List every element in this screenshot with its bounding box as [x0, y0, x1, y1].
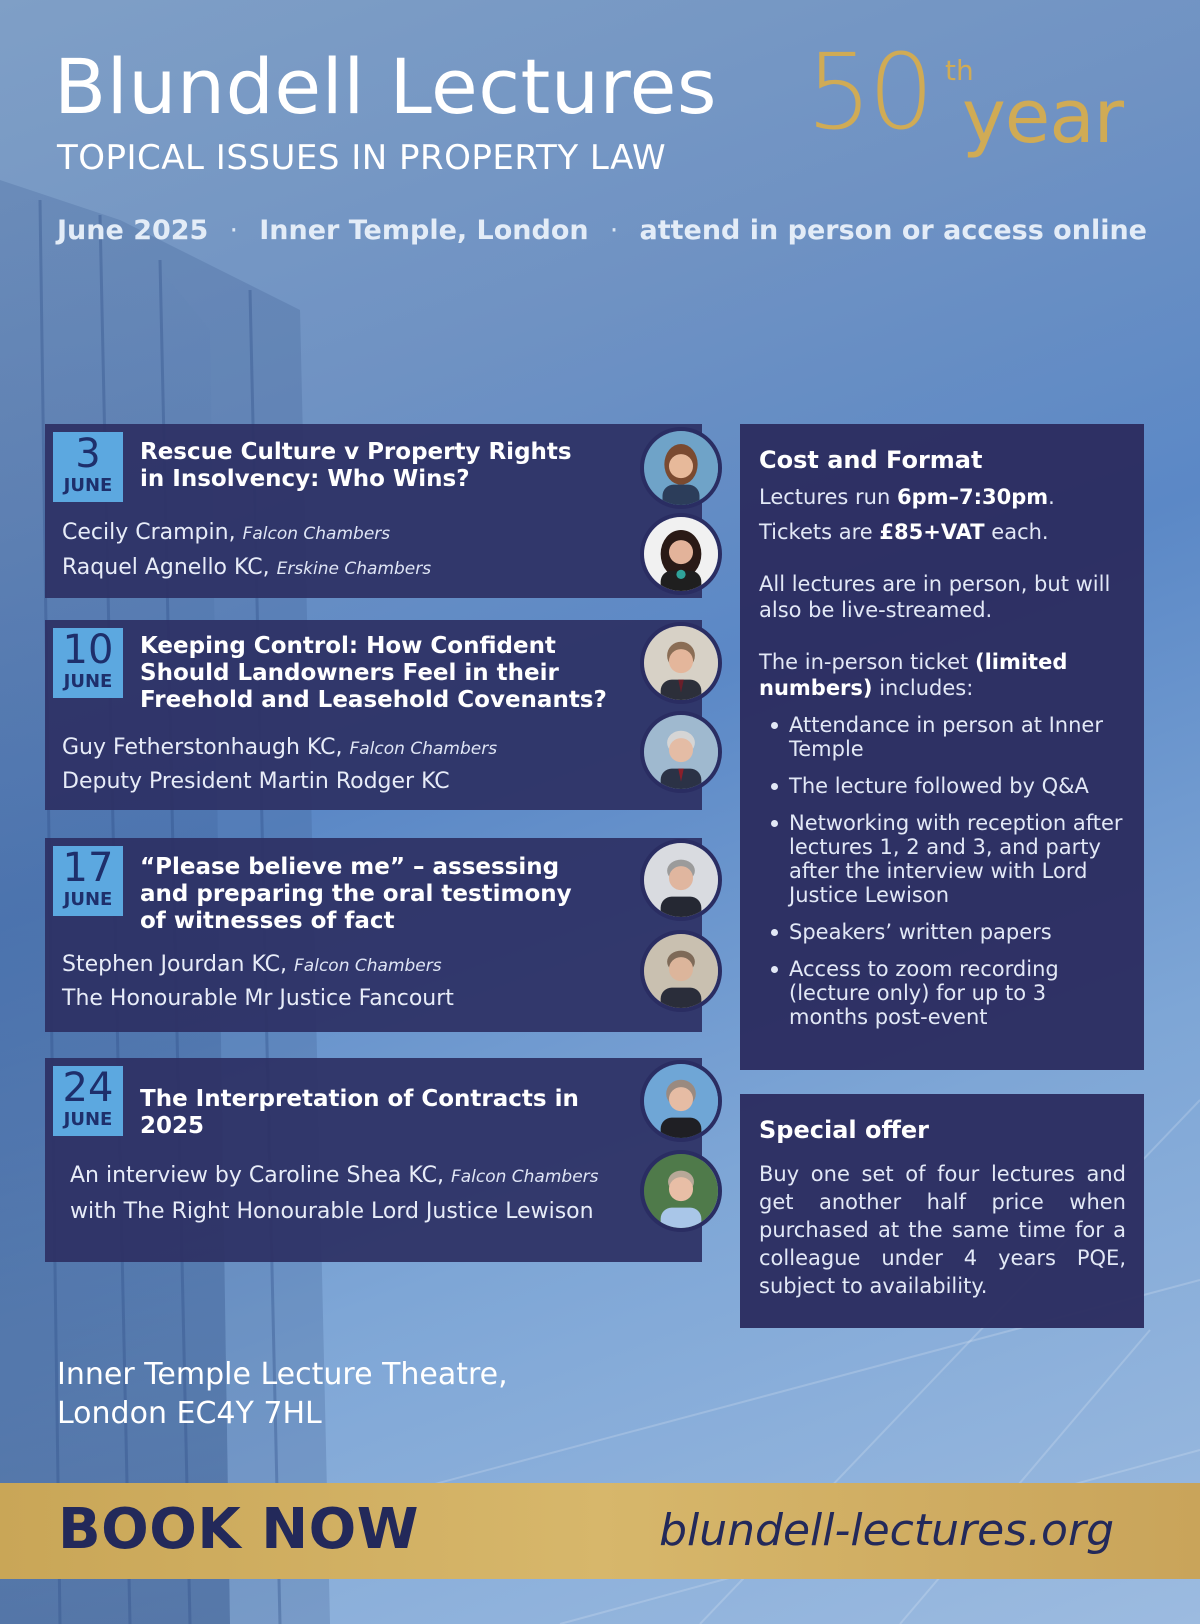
speaker-line — [62, 735, 497, 760]
venue-line-2: London EC4Y 7HL — [57, 1396, 322, 1431]
list-item: Speakers’ written papers — [759, 920, 1126, 944]
limited-numbers: (limited numbers) — [759, 650, 1068, 700]
lecture-title: Keeping Control: How Confident Should Landowners Feel in their Freehold and Leasehold Covenants? — [140, 633, 607, 713]
speaker-name: Stephen Jourdan KC, — [62, 952, 288, 977]
speaker-name: Guy Fetherstonhaugh KC, — [62, 735, 343, 760]
date-month: JUNE — [63, 671, 113, 692]
anniversary-suffix: th — [945, 54, 974, 87]
list-item: Attendance in person at Inner Temple — [759, 713, 1126, 761]
ticket-price-suffix: each. — [984, 520, 1049, 544]
date-month: JUNE — [63, 475, 113, 496]
includes-suffix: includes: — [872, 676, 974, 700]
anniversary-word: year — [962, 74, 1124, 160]
event-access: attend in person or access online — [639, 215, 1147, 246]
offer-heading: Special offer — [759, 1116, 930, 1144]
speaker-name: with The Right Honourable Lord Justice Lewison — [70, 1199, 594, 1224]
page-title: Blundell Lectures — [54, 42, 717, 131]
event-date: June 2025 — [57, 215, 209, 246]
separator-dot: · — [609, 215, 619, 246]
speaker-photo-avatar — [640, 1060, 722, 1142]
date-badge — [53, 628, 123, 698]
stream-note: All lectures are in person, but will also be live-streamed. — [759, 572, 1111, 622]
speaker-name: Raquel Agnello KC, — [62, 555, 270, 580]
list-item: Networking with reception after lectures 1, 2 and 3, and party after the interview with Lord Justice Lewison — [759, 811, 1126, 907]
date-month: JUNE — [63, 1109, 113, 1130]
speaker-chambers: Erskine Chambers — [276, 559, 432, 579]
speaker-name: An interview by Caroline Shea KC, — [70, 1163, 444, 1188]
speaker-chambers: Falcon Chambers — [242, 524, 391, 544]
speaker-line — [62, 555, 431, 580]
speaker-name: Deputy President Martin Rodger KC — [62, 769, 450, 794]
lecture-times — [759, 484, 1126, 510]
date-badge — [53, 846, 123, 916]
venue-line-1: Inner Temple Lecture Theatre, — [57, 1357, 508, 1392]
speaker-chambers: Falcon Chambers — [450, 1167, 599, 1187]
list-item: Access to zoom recording (lecture only) for up to 3 months post-event — [759, 957, 1126, 1029]
speaker-line — [70, 1199, 594, 1224]
lecture-times-suffix: . — [1048, 485, 1055, 509]
speaker-photo-avatar — [640, 513, 722, 595]
book-now-button[interactable]: BOOK NOW — [58, 1497, 420, 1562]
event-info-line — [57, 215, 1147, 246]
date-badge — [53, 1066, 123, 1136]
list-item: The lecture followed by Q&A — [759, 774, 1126, 798]
speaker-photo-avatar — [640, 1150, 722, 1232]
date-day: 24 — [62, 1065, 114, 1111]
speaker-photo-avatar — [640, 427, 722, 509]
lecture-card-1 — [45, 424, 702, 598]
lecture-card-4 — [45, 1058, 702, 1262]
speaker-line — [62, 520, 390, 545]
separator-dot: · — [229, 215, 239, 246]
event-location: Inner Temple, London — [259, 215, 589, 246]
cost-heading: Cost and Format — [759, 446, 983, 474]
special-offer-panel — [740, 1094, 1144, 1328]
lecture-card-2 — [45, 620, 702, 810]
book-now-banner[interactable] — [0, 1483, 1200, 1579]
date-month: JUNE — [63, 889, 113, 910]
includes-list — [759, 713, 1126, 1029]
includes-prefix: The in-person ticket — [759, 650, 975, 674]
speaker-chambers: Falcon Chambers — [349, 739, 498, 759]
ticket-price: £85+VAT — [879, 520, 985, 544]
includes-line — [759, 649, 1126, 701]
speaker-name: Cecily Crampin, — [62, 520, 236, 545]
date-badge — [53, 432, 123, 502]
lecture-title: Rescue Culture v Property Rights in Insolvency: Who Wins? — [140, 439, 572, 492]
lecture-times-prefix: Lectures run — [759, 485, 897, 509]
speaker-photo-avatar — [640, 930, 722, 1012]
lecture-title: “Please believe me” – assessing and preparing the oral testimony of witnesses of fact — [140, 854, 572, 934]
lecture-card-3 — [45, 838, 702, 1032]
ticket-price-prefix: Tickets are — [759, 520, 880, 544]
date-day: 10 — [62, 627, 114, 673]
lecture-time-value: 6pm–7:30pm — [896, 485, 1049, 509]
anniversary-number: 50 — [806, 31, 931, 153]
speaker-line — [62, 769, 450, 794]
speaker-photo-avatar — [640, 839, 722, 921]
speaker-chambers: Falcon Chambers — [294, 956, 442, 976]
ticket-price-line — [759, 519, 1126, 545]
offer-text: Buy one set of four lectures and get another half price when purchased at the same time for a colleague under 4 years PQE, subject to availability. — [759, 1162, 1126, 1298]
speaker-line — [62, 986, 454, 1011]
page-subtitle: TOPICAL ISSUES IN PROPERTY LAW — [57, 138, 667, 178]
lecture-title: The Interpretation of Contracts in 2025 — [140, 1086, 579, 1139]
date-day: 17 — [62, 845, 114, 891]
speaker-photo-avatar — [640, 622, 722, 704]
venue-address — [57, 1355, 508, 1433]
cost-format-panel — [740, 424, 1144, 1070]
speaker-line — [62, 952, 442, 977]
speaker-name: The Honourable Mr Justice Fancourt — [62, 986, 454, 1011]
date-day: 3 — [75, 431, 101, 477]
speaker-line — [70, 1163, 599, 1188]
website-link[interactable]: blundell-lectures.org — [659, 1505, 1114, 1556]
speaker-photo-avatar — [640, 711, 722, 793]
